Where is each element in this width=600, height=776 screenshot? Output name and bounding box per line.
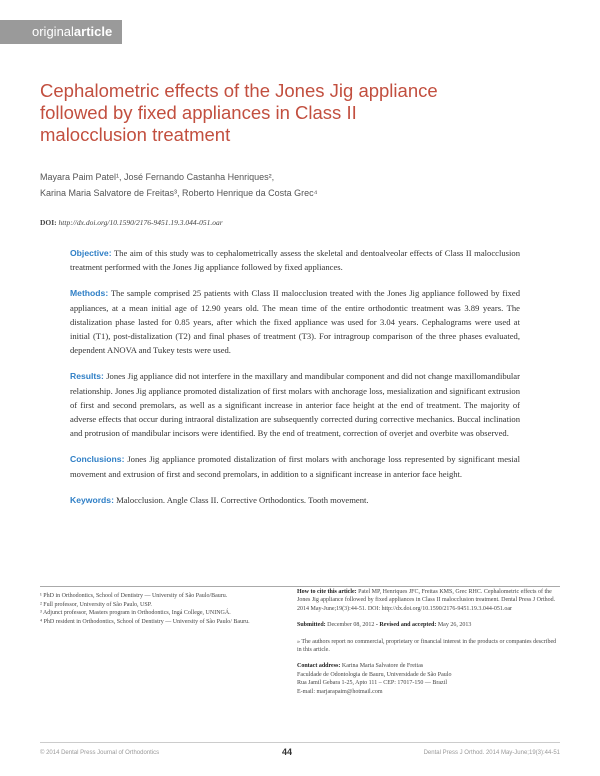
conclusions-label: Conclusions: xyxy=(70,454,125,465)
footnote-1: ¹ PhD in Orthodontics, School of Dentistry — University of São Paulo/Bauru. xyxy=(40,593,228,599)
abstract-results xyxy=(70,369,520,440)
disclosure-note: » The authors report no commercial, proprietary or financial interest in the products or companies described in this article. xyxy=(297,638,557,654)
article-info xyxy=(297,588,560,704)
author-line-2: Karina Maria Salvatore de Freitas³, Roberto Henrique da Costa Grec⁴ xyxy=(40,188,318,198)
objective-text: The aim of this study was to cephalometrically assess the skeletal and dentoalveolar effects of Class II malocclusion treatment performed with the Jones Jig appliance followed by fixed appliances. xyxy=(70,248,520,273)
journal-citation: Dental Press J Orthod. 2014 May-June;19(3):44-51 xyxy=(423,750,560,756)
section-label xyxy=(0,20,122,44)
article-title: Cephalometric effects of the Jones Jig appliance followed by fixed appliances in Class II malocclusion treatment xyxy=(40,80,438,145)
cite-label: How to cite this article: xyxy=(297,589,357,595)
abstract-objective xyxy=(70,246,520,274)
author-list xyxy=(40,169,560,201)
keywords-text: Malocclusion. Angle Class II. Corrective Orthodontics. Tooth movement. xyxy=(116,494,369,505)
submitted-label: Submitted: xyxy=(297,622,326,629)
contact-name: Karina Maria Salvatore de Freitas xyxy=(341,663,424,670)
cite-text: Patel MP, Henriques JFC, Freitas KMS, Grec RHC. Cephalometric effects of the Jones Jig appliance followed by fixed appliances in Class II malocclusion treatment. Dental Press J Orthod. 2014 May-June;19(3):44-51. DOI: http://dx.doi.org/10.1590/2176-9451.19.3.044-051.oar xyxy=(297,589,556,612)
footnote-divider xyxy=(40,586,560,587)
contact-line-2: Rua Jamil Gebara 1-25, Apto 111 – CEP: 17017-150 — Brazil xyxy=(297,680,448,687)
contact-line-1: Faculdade de Odontologia de Bauru, Universidade de São Paulo xyxy=(297,671,452,678)
contact-email[interactable]: E-mail: marjarapaim@hotmail.com xyxy=(297,688,383,695)
submitted-date: December 08, 2012 xyxy=(327,622,375,629)
submission-dates xyxy=(297,621,560,629)
results-label: Results: xyxy=(70,371,104,382)
contact-name-line xyxy=(297,662,560,670)
affiliation-footnotes xyxy=(40,592,265,626)
methods-label: Methods: xyxy=(70,288,109,299)
footnote-4: ⁴ PhD resident in Orthodontics, School of Dentistry — University of São Paulo/ Bauru. xyxy=(40,618,250,625)
conclusions-text: Jones Jig appliance promoted distalization of first molars with anchorage loss represented by significant mesial movement and extrusion of first and second premolars, in addition to a significant increase in anterior face height. xyxy=(70,454,520,479)
abstract-keywords xyxy=(70,493,520,507)
abstract-methods xyxy=(70,286,520,357)
revised-date: May 26, 2013 xyxy=(437,622,472,629)
revised-label: - Revised and accepted: xyxy=(375,622,437,629)
how-to-cite xyxy=(297,588,560,613)
doi-link[interactable]: http://dx.doi.org/10.1590/2176-9451.19.3.044-051.oar xyxy=(58,218,223,227)
page-number: 44 xyxy=(282,747,293,757)
author-line-1: Mayara Paim Patel¹, José Fernando Castanha Henriques², xyxy=(40,172,275,182)
page-footer-divider xyxy=(40,742,560,743)
doi-line xyxy=(40,218,560,227)
abstract-conclusions xyxy=(70,452,520,480)
section-label-strong: article xyxy=(73,24,113,39)
objective-label: Objective: xyxy=(70,248,112,258)
methods-text: The sample comprised 25 patients with Class II malocclusion treated with the Jones Jig appliance followed by fixed appliances, at a mean initial age of 12.90 years old. The mean time of the entire orthodontic treatment was 3.89 years. The distalization phase lasted for 0.85 years, after which the fixed appliance was used for 3.04 years. Cephalograms were used at initial (T1), post-distalization (T2) and final phases of treatment (T3). For intragroup comparison of the three phases evaluated, dependent ANOVA and Tukey tests were used. xyxy=(70,288,520,356)
doi-label: DOI: xyxy=(40,218,57,227)
footnote-2: ² Full professor, University of São Paulo, USP. xyxy=(40,601,152,608)
section-label-prefix: original xyxy=(32,24,74,39)
contact-label: Contact address: xyxy=(297,663,341,670)
results-text: Jones Jig appliance did not interfere in the maxillary and mandibular component and did not change maxillomandibular relationship. Jones Jig appliance promoted distalization of first molars with anchorage loss, mesialization and significant extrusion of first and second premolars, as well as a significant increase in anterior face height at the end of treatment. The majority of adverse effects that occur during intraoral distalization are subsequently corrected during corrective mechanics. Buccal inclination and protrusion of mandibular incisors were identified. By the end of treatment, correction of overjet and overbite was observed. xyxy=(70,371,520,439)
copyright: © 2014 Dental Press Journal of Orthodontics xyxy=(40,750,160,756)
footnote-3: ³ Adjunct professor, Masters program in Orthodontics, Ingá College, UNINGÁ. xyxy=(40,610,231,617)
keywords-label: Keywords: xyxy=(70,494,114,505)
contact-address xyxy=(297,662,560,696)
abstract xyxy=(70,246,520,519)
